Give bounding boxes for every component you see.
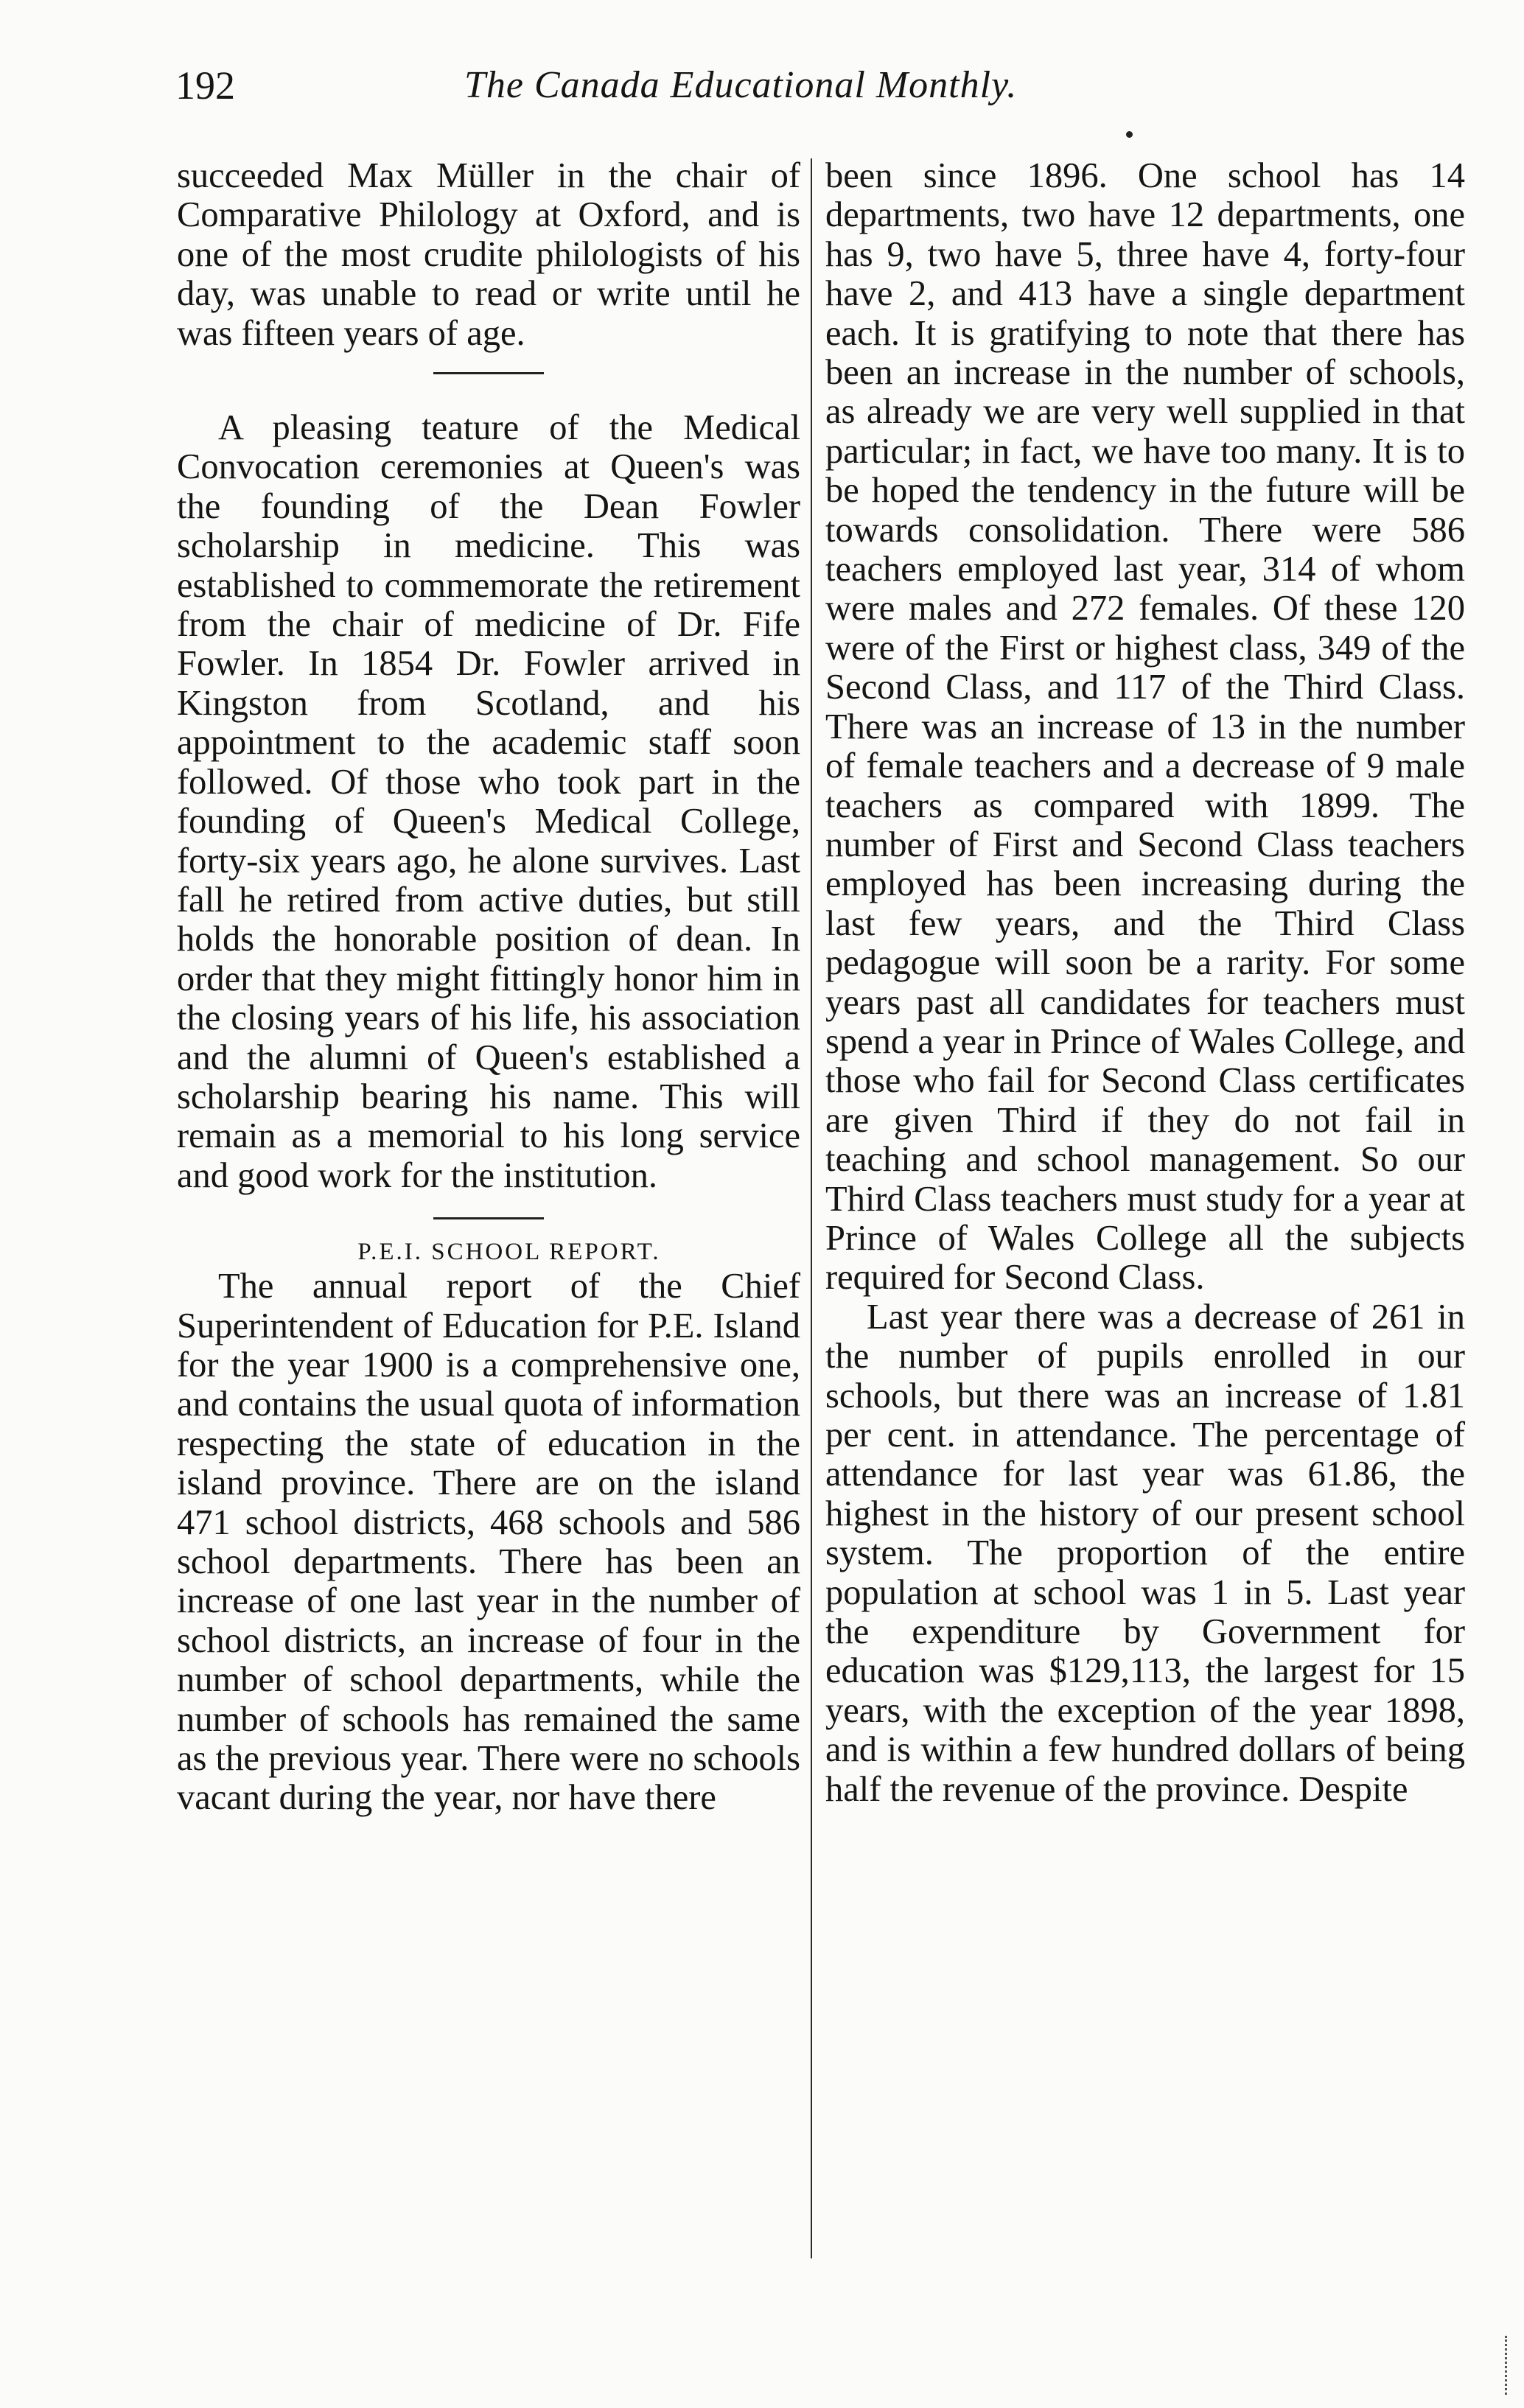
stray-dot xyxy=(1126,131,1133,138)
school-report-paragraph: The annual report of the Chief Superintendent of Education for P.E. Island for the year 1900 is a comprehensive one, and contains the usual quota of information respecting the state of education in the island province. There are on the island 471 school districts, 468 schools and 586 school departments. There has been an increase of one last year in the number of school districts, an increase of four in the number of school departments, while the number of schools has remained the same as the previous year. There were no schools vacant during the year, nor have there xyxy=(177,1267,800,1818)
medical-convocation-paragraph: A pleasing teature of the Medical Convocation ceremonies at Queen's was the founding of the Dean Fowler scholarship in medicine. This was established to commemorate the retirement from the chair of medicine of Dr. Fife Fowler. In 1854 Dr. Fowler arrived in Kingston from Scotland, and his appointment to the academic staff soon followed. Of those who took part in the founding of Queen's Medical College, forty-six years ago, he alone survives. Last fall he retired from active duties, but still holds the honorable position of dean. In order that they might fittingly honor him in the closing years of his life, his association and the alumni of Queen's established a scholarship bearing his name. This will remain as a memorial to his long service and good work for the institution. xyxy=(177,408,800,1195)
column-rule xyxy=(811,158,812,2258)
section-heading: P.E.I. SCHOOL REPORT. xyxy=(357,1239,661,1266)
section-divider xyxy=(433,372,544,374)
running-head: The Canada Educational Monthly. xyxy=(464,64,1018,106)
page-number: 192 xyxy=(175,63,235,108)
right-column xyxy=(825,156,1465,1809)
attendance-paragraph: Last year there was a decrease of 261 in the number of pupils enrolled in our schools, but there was an increase of 1.81 per cent. in attendance. The percentage of attendance for last year was 61.86, the highest in the history of our present school system. The proportion of the entire population at school was 1 in 5. Last year the expenditure by Government for education was $129,113, the largest for 15 years, with the exception of the year 1898, and is within a few hundred dollars of being half the revenue of the province. Despite xyxy=(825,1297,1465,1809)
page-edge-mark xyxy=(1505,2336,1507,2395)
section-divider xyxy=(433,1217,544,1219)
right-continued-paragraph: been since 1896. One school has 14 departments, two have 12 departments, one has 9, two have 5, three have 4, forty-four have 2, and 413 have a single department each. It is gratifying to note that there has been an increase in the number of schools, as already we are very well supplied in that particular; in fact, we have too many. It is to be hoped the tendency in the future will be towards consolidation. There were 586 teachers employed last year, 314 of whom were males and 272 females. Of these 120 were of the First or highest class, 349 of the Second Class, and 117 of the Third Class. There was an increase of 13 in the number of female teachers and a decrease of 9 male teachers as compared with 1899. The number of First and Second Class teachers employed has been increasing during the last few years, and the Third Class pedagogue will soon be a rarity. For some years past all candidates for teachers must spend a year in Prince of Wales College, and those who fail for Second Class certificates are given Third if they do not fail in teaching and school management. So our Third Class teachers must study for a year at Prince of Wales College all the subjects required for Second Class. xyxy=(825,156,1465,1298)
left-continued-paragraph: succeeded Max Müller in the chair of Comparative Philology at Oxford, and is one of the most crudite philologists of his day, was unable to read or write until he was fifteen years of age. xyxy=(177,156,800,353)
left-column xyxy=(177,156,800,1818)
